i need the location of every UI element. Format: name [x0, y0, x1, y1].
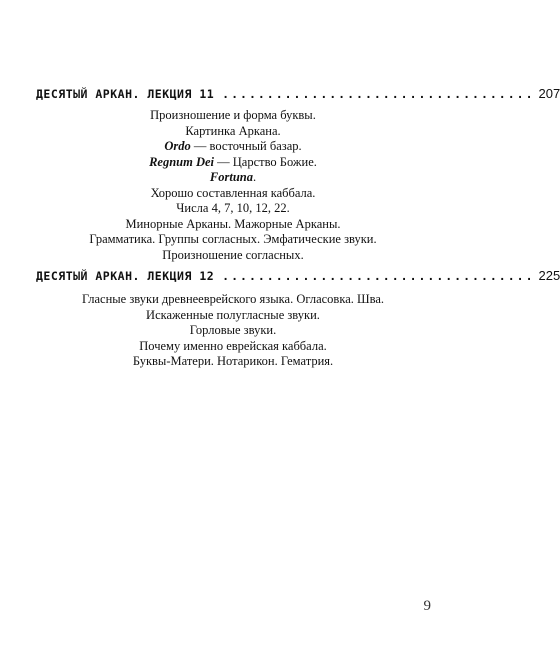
- topic-text: Произношение и форма буквы.: [150, 108, 316, 122]
- topic-line: [36, 170, 430, 186]
- topic-line: [36, 354, 430, 370]
- topic-text: Горловые звуки.: [189, 323, 277, 337]
- lecture-page-number: 207: [538, 86, 560, 101]
- topic-emphasis: Fortuna: [209, 170, 253, 184]
- topic-line: [36, 124, 430, 140]
- leader-dots: ...................................: [222, 87, 535, 101]
- lecture-heading: [36, 268, 560, 283]
- topic-text: Гласные звуки древнееврейского языка. Огласовка. Шва.: [81, 292, 385, 306]
- topic-text: Числа 4, 7, 10, 12, 22.: [176, 201, 290, 215]
- topic-text: Картинка Аркана.: [185, 123, 281, 138]
- lecture-title: ДЕСЯТЫЙ АРКАН. ЛЕКЦИЯ 12: [36, 269, 215, 283]
- topic-text: Хорошо составленная каббала.: [150, 185, 316, 200]
- topic-emphasis: Ordo: [164, 139, 191, 153]
- topic-line: [36, 308, 430, 324]
- topic-text: Буквы-Матери. Нотарикон. Гематрия.: [132, 354, 334, 368]
- topic-line: [36, 139, 430, 155]
- topic-list: [36, 292, 430, 370]
- lecture-title: ДЕСЯТЫЙ АРКАН. ЛЕКЦИЯ 11: [36, 87, 215, 101]
- lecture-page-number: 225: [538, 268, 560, 283]
- topic-emphasis: Regnum Dei: [149, 154, 215, 169]
- topic-text: Почему именно еврейская каббала.: [139, 338, 327, 353]
- topic-text: Произношение согласных.: [162, 247, 304, 262]
- topic-line: [36, 201, 430, 217]
- topic-text: — Царство Божие.: [214, 154, 317, 169]
- lecture-heading: [36, 86, 560, 101]
- topic-list: [36, 108, 430, 263]
- topic-line: [36, 108, 430, 124]
- topic-text: — восточный базар.: [190, 139, 302, 153]
- topic-line: [36, 323, 430, 339]
- topic-line: [36, 339, 430, 355]
- topic-text: Грамматика. Группы согласных. Эмфатические звуки.: [89, 232, 377, 246]
- topic-line: [36, 186, 430, 202]
- topic-text: .: [252, 170, 257, 184]
- topic-line: [36, 292, 430, 308]
- topic-line: [36, 248, 430, 264]
- topic-line: [36, 232, 430, 248]
- topic-line: [36, 217, 430, 233]
- leader-dots: ...................................: [222, 269, 535, 283]
- topic-line: [36, 155, 430, 171]
- page-number: 9: [423, 598, 431, 614]
- topic-text: Минорные Арканы. Мажорные Арканы.: [125, 216, 341, 231]
- topic-text: Искаженные полугласные звуки.: [146, 307, 320, 322]
